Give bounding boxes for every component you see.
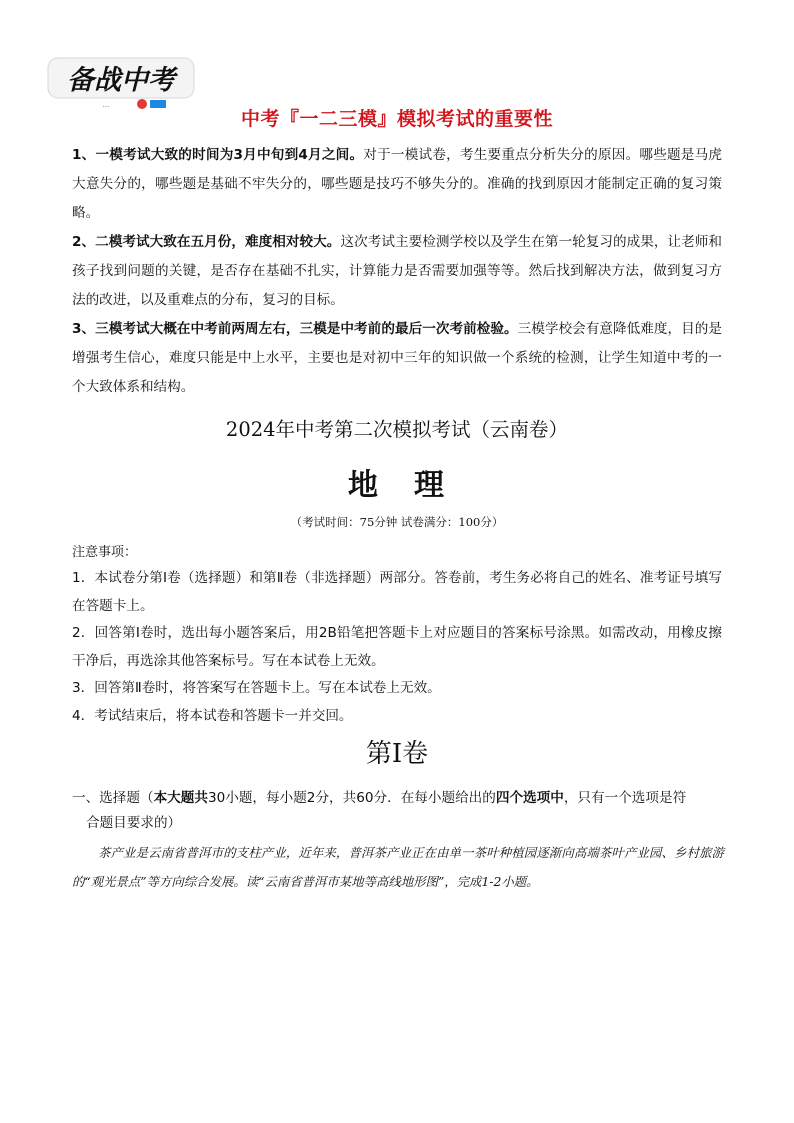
section-2 bbox=[72, 228, 722, 315]
note-item: 2．回答第Ⅰ卷时，选出每小题答案后，用2B铅笔把答题卡上对应题目的答案标号涂黑。如需改动，用橡皮擦干净后，再选涂其他答案标号。写在本试卷上无效。 bbox=[72, 625, 722, 669]
section-3 bbox=[72, 315, 722, 402]
question-header-line bbox=[72, 786, 724, 811]
note-item: 3．回答第Ⅱ卷时，将答案写在答题卡上。写在本试卷上无效。 bbox=[72, 680, 441, 696]
logo-graphic bbox=[46, 50, 196, 112]
exam-title: 2024年中考第二次模拟考试（云南卷） bbox=[225, 418, 569, 441]
question-rest-2: ，只有一个选项是符 bbox=[563, 790, 687, 806]
logo-tagline: ··· bbox=[102, 103, 110, 111]
reading-material: 茶产业是云南省普洱市的支柱产业，近年来，普洱茶产业正在由单一茶叶种植园逐渐向高端茶叶产业园、乡村旅游的“观光景点”等方向综合发展。读“云南省普洱市某地等高线地形图”，完成1-2小题。 bbox=[72, 845, 724, 889]
section-lead: 2、二模考试大致在五月份，难度相对较大。 bbox=[72, 234, 341, 250]
section-body: 对于一模试卷，考生要重点分析失分的原因。哪些题是马虎大意失分的，哪些题是基础不牢失分的，哪些题是技巧不够失分的。准确的找到原因才能制定正确的复习策略。 bbox=[72, 147, 723, 221]
notes-list bbox=[72, 565, 722, 730]
question-section-header bbox=[72, 786, 724, 836]
exam-info: （考试时间：75分钟 试卷满分：100分） bbox=[290, 515, 504, 529]
question-rest: 30小题，每小题2分，共60分．在每小题给出的 bbox=[207, 790, 496, 806]
part-title: 第Ⅰ卷 bbox=[365, 739, 429, 769]
question-prefix: 一、选择题（ bbox=[72, 790, 154, 806]
section-body: 三模学校会有意降低难度，目的是增强考生信心，难度只能是中上水平，主要也是对初中三年的知识做一个系统的检测，让学生知道中考的一个大致体系和结构。 bbox=[72, 321, 722, 395]
note-item: 4．考试结束后，将本试卷和答题卡一并交回。 bbox=[72, 707, 353, 724]
section-body: 这次考试主要检测学校以及学生在第一轮复习的成果，让老师和孩子找到问题的关键，是否存在基础不扎实，计算能力是否需要加强等等。然后找到解决方法，做到复习方法的改进，以及重难点的分布，复习的目标。 bbox=[72, 234, 722, 308]
question-bold-2: 四个选项中 bbox=[495, 790, 564, 806]
subject-char-2: 理 bbox=[414, 468, 446, 503]
logo-text: 备战中考 bbox=[67, 65, 175, 96]
section-lead: 1、一模考试大致的时间为3月中旬到4月之间。 bbox=[72, 147, 364, 163]
section-1 bbox=[72, 141, 722, 228]
subject-title bbox=[0, 460, 794, 504]
subject-char-1: 地 bbox=[348, 468, 380, 503]
question-header-line-2: 合题目要求的） bbox=[86, 815, 182, 831]
logo bbox=[46, 50, 196, 112]
notes-heading: 注意事项： bbox=[72, 545, 138, 560]
question-bold: 本大题共 bbox=[153, 790, 208, 806]
banner-title: 中考『一二三模』模拟考试的重要性 bbox=[240, 108, 553, 130]
section-lead: 3、三模考试大概在中考前两周左右，三模是中考前的最后一次考前检验。 bbox=[72, 321, 518, 337]
note-item: 1．本试卷分第Ⅰ卷（选择题）和第Ⅱ卷（非选择题）两部分。答卷前，考生务必将自己的姓名、准考证号填写在答题卡上。 bbox=[72, 570, 722, 614]
